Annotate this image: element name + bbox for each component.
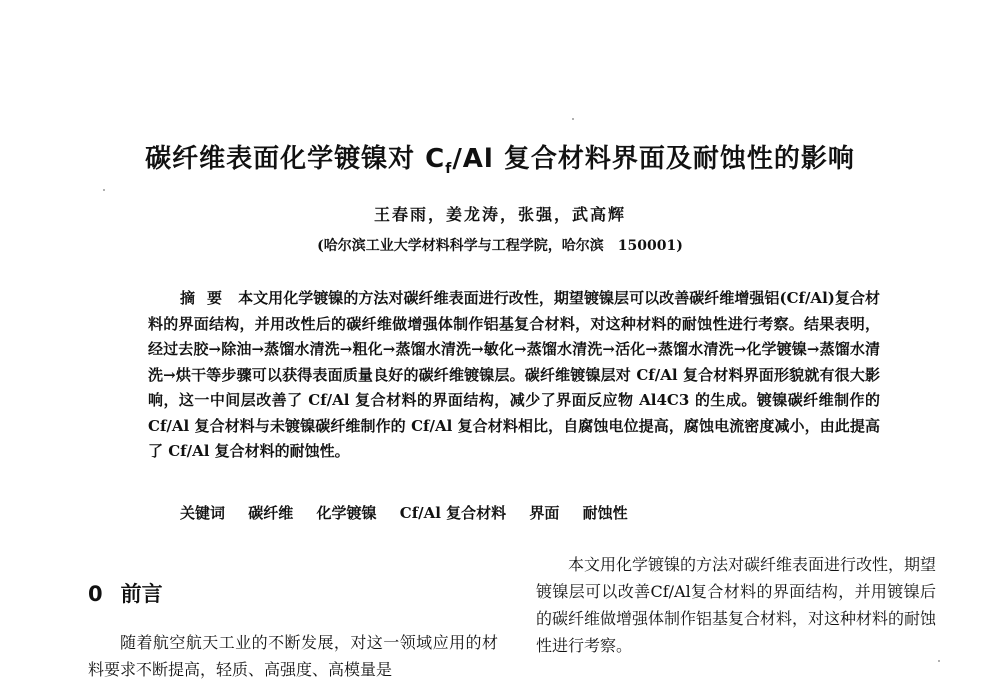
keywords (180, 502, 646, 523)
left-column (88, 629, 498, 683)
scan-speck (938, 660, 940, 662)
keywords-label: 关键词 (180, 504, 226, 522)
keyword-item: 碳纤维 (248, 504, 294, 522)
affiliation: (哈尔滨工业大学材料科学与工程学院，哈尔滨 150001) (317, 238, 683, 254)
right-column (536, 551, 936, 659)
scan-speck (103, 189, 105, 191)
keyword-item: 界面 (529, 504, 560, 522)
section-title: 前言 (120, 582, 163, 606)
right-column-text: 本文用化学镀镍的方法对碳纤维表面进行改性，期望镀镍层可以改善Cf/Al复合材料的界面结构，并用镀镍后的碳纤维做增强体制作铝基复合材料，对这种材料的耐蚀性进行考察。 (536, 555, 937, 655)
keyword-item: Cf/Al 复合材料 (399, 504, 507, 522)
keyword-item: 耐蚀性 (582, 504, 628, 522)
abstract (148, 286, 880, 465)
paper-title: 碳纤维表面化学镀镍对 $C_f/Al$ 复合材料界面及耐蚀性的影响 (145, 144, 855, 178)
abstract-label: 摘要 (180, 289, 235, 307)
keyword-item: 化学镀镍 (316, 504, 377, 522)
scan-speck (572, 118, 574, 120)
section-heading (88, 578, 163, 608)
abstract-text: 本文用化学镀镍的方法对碳纤维表面进行改性，期望镀镍层可以改善碳纤维增强铝(Cf/Al)复合材料的界面结构，并用改性后的碳纤维做增强体制作铝基复合材料，对这种材料的耐蚀性进行考察。结果表明，经过去胶→除油→蒸馏水清洗→粗化→蒸馏水清洗→敏化→蒸馏水清洗→活化→蒸馏水清洗→化学镀镍→蒸馏水清洗→烘干等步骤可以获得表面质量良好的碳纤维镀镍层。碳纤维镀镍层对 Cf/Al 复合材料界面形貌就有很大影响，这一中间层改善了 Cf/Al 复合材料的界面结构，减少了界面反应物 Al4C3 的生成。镀镍碳纤维制作的 Cf/Al 复合材料与未镀镍碳纤维制作的 Cf/Al 复合材料相比，自腐蚀电位提高，腐蚀电流密度减小，由此提高了 Cf/Al 复合材料的耐蚀性。 (148, 289, 880, 460)
left-column-text: 随着航空航天工业的不断发展，对这一领域应用的材料要求不断提高，轻质、高强度、高模量是 (88, 633, 498, 679)
section-number: 0 (88, 582, 103, 606)
authors: 王春雨，姜龙涛，张强，武高辉 (373, 205, 626, 224)
